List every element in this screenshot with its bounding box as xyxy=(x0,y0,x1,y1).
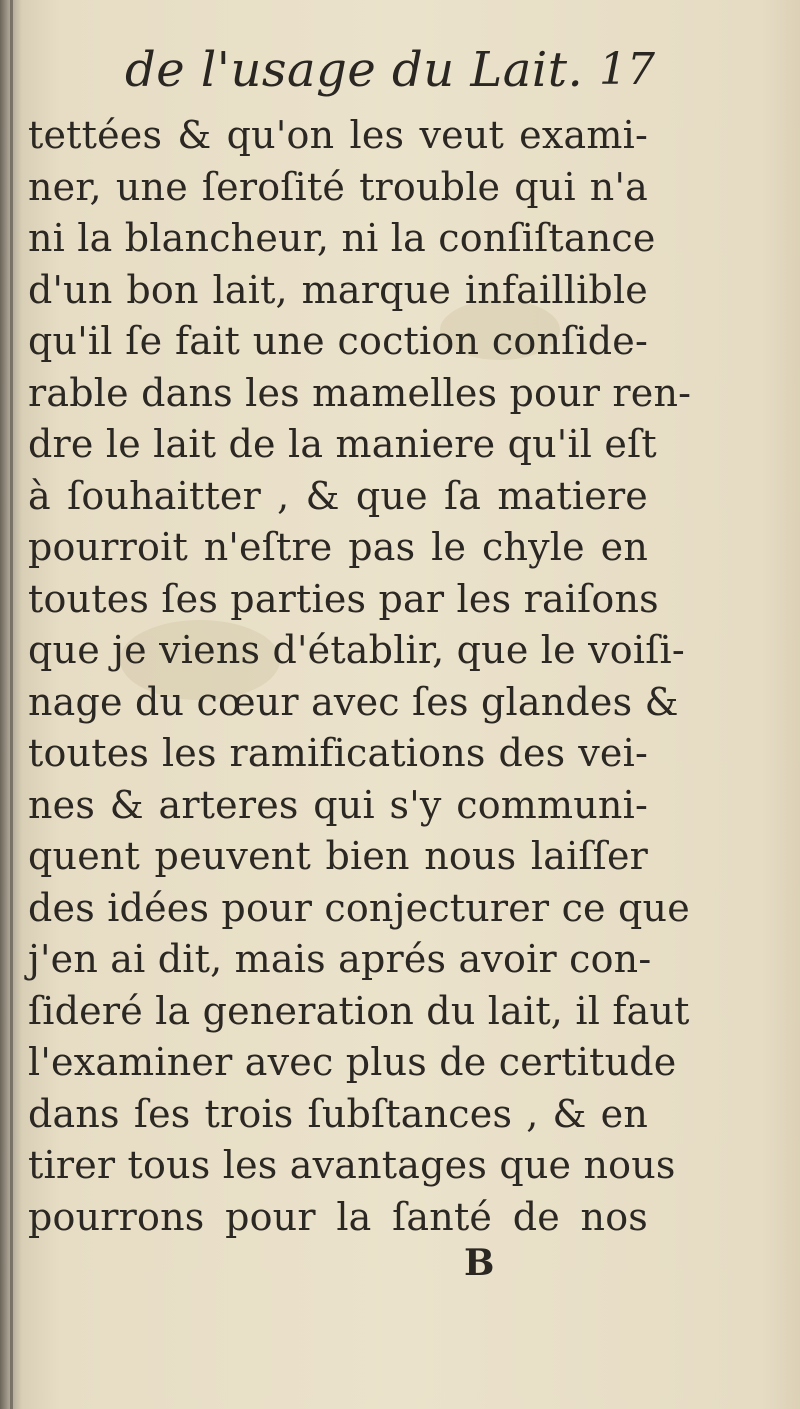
text-line: j'en ai dit, mais aprés avoir con- xyxy=(28,937,652,981)
text-line: nage du cœur avec ſes glandes & xyxy=(28,679,679,724)
text-line: toutes ſes parties par les raiſons xyxy=(28,576,659,621)
text-line: à ſouhaitter , & que ſa matiere xyxy=(28,473,648,518)
text-line: ni la blancheur, ni la conſiſtance xyxy=(28,216,656,260)
text-line: toutes les ramifications des vei- xyxy=(28,731,648,775)
text-line: ner, une ſeroſité trouble qui n'a xyxy=(28,164,648,209)
text-line: quent peuvent bien nous laiſſer xyxy=(28,834,648,878)
text-line: dans ſes trois ſubſtances , & en xyxy=(28,1091,648,1136)
text-line: ſideré la generation du lait, il faut xyxy=(28,988,690,1033)
text-line: l'examiner avec plus de certitude xyxy=(28,1040,677,1084)
page-number: 17 xyxy=(599,44,655,95)
text-line: d'un bon lait, marque infaillible xyxy=(28,267,648,312)
text-line: dre le lait de la maniere qu'il eſt xyxy=(28,422,657,466)
running-title: de l'usage du Lait. xyxy=(125,42,584,98)
text-line: qu'il ſe fait une coction conſide- xyxy=(28,319,648,363)
text-line: rable dans les mamelles pour ren- xyxy=(28,370,692,415)
text-line: que je viens d'établir, que le voiſi- xyxy=(28,628,685,672)
text-line: pourroit n'eſtre pas le chyle en xyxy=(28,525,648,569)
text-line: tettées & qu'on les veut exami- xyxy=(28,113,648,157)
text-line: nes & arteres qui s'y communi- xyxy=(28,782,648,827)
body-text xyxy=(28,110,692,1243)
page-header xyxy=(125,42,665,112)
text-line: des idées pour conjecturer ce que xyxy=(28,885,690,930)
text-line: tirer tous les avantages que nous xyxy=(28,1143,676,1187)
text-line: pourrons pour la ſanté de nos xyxy=(28,1194,648,1239)
signature-mark: B xyxy=(464,1242,495,1284)
binding-gutter xyxy=(10,0,13,1409)
